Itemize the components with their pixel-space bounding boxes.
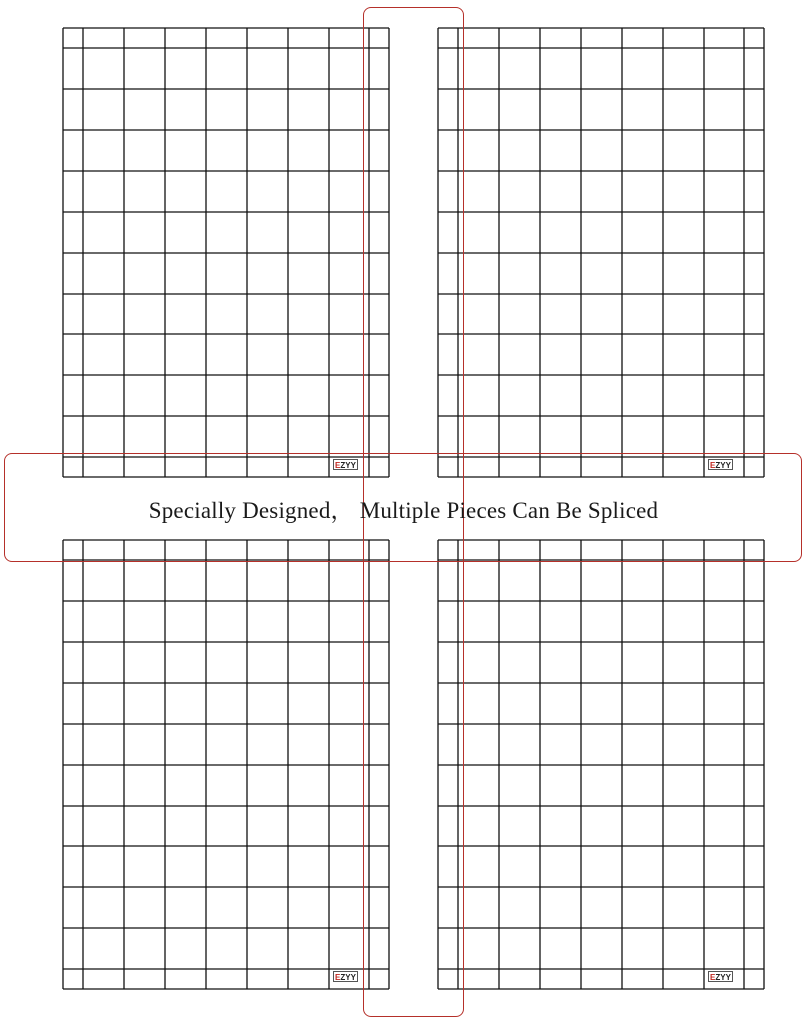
brand-text: ZYY <box>340 973 356 982</box>
brand-mark-icon: E <box>335 461 341 470</box>
panel-top-right <box>438 28 764 477</box>
brand-mark-icon: E <box>710 461 716 470</box>
brand-text: ZYY <box>715 461 731 470</box>
brand-mark-icon: E <box>335 973 341 982</box>
brand-mark-icon: E <box>710 973 716 982</box>
brand-label-bottom-left <box>333 971 358 982</box>
panel-bottom-left <box>63 540 389 989</box>
panel-bottom-right <box>438 540 764 989</box>
panel-top-left <box>63 28 389 477</box>
brand-text: ZYY <box>715 973 731 982</box>
brand-text: ZYY <box>340 461 356 470</box>
brand-label-bottom-right <box>708 971 733 982</box>
splice-caption: Specially Designed， Multiple Pieces Can Be Spliced <box>148 498 659 523</box>
brand-label-top-right <box>708 459 733 470</box>
brand-label-top-left <box>333 459 358 470</box>
